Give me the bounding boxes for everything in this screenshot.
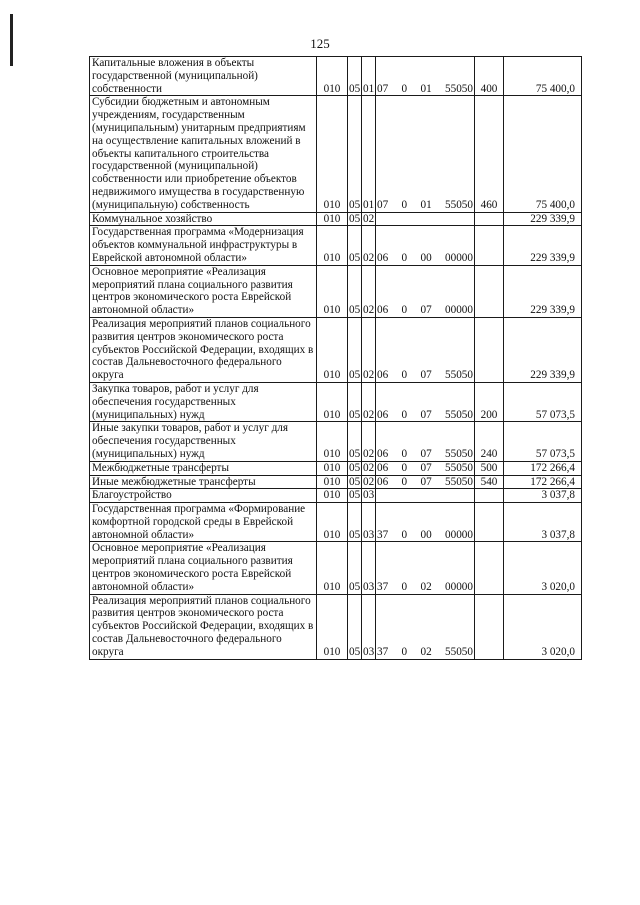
row-name-cell: Иные межбюджетные трансферты xyxy=(90,475,317,489)
table-row xyxy=(90,382,582,421)
subsection-code-cell: 02 xyxy=(362,317,376,382)
target-code-part: 06 xyxy=(377,461,389,474)
target-code-part: 55050 xyxy=(445,475,473,488)
table-row xyxy=(90,594,582,659)
amount-cell: 229 339,9 xyxy=(504,226,582,265)
target-code-part: 01 xyxy=(420,198,432,211)
target-code-part: 0 xyxy=(401,369,408,382)
target-code-part: 00000 xyxy=(445,304,473,317)
target-code-part: 06 xyxy=(377,408,389,421)
expense-type-cell: 500 xyxy=(475,461,504,475)
row-name-cell: Иные закупки товаров, работ и услуг для обеспечения государственных (муниципальных) нужд xyxy=(90,422,317,461)
subsection-code-cell: 01 xyxy=(362,57,376,96)
target-code-part: 07 xyxy=(420,447,432,460)
row-name-cell: Субсидии бюджетным и автономным учреждениям, государственным (муниципальным) унитарным предприятиям на осуществление капитальных вложений в объекты капитального строительства государственной (муниципальной) собственности или приобретение объектов недвижимого имущества в государственную (муниципальную) собственность xyxy=(90,96,317,212)
amount-cell: 172 266,4 xyxy=(504,475,582,489)
budget-table xyxy=(89,56,582,660)
target-code-part: 06 xyxy=(377,475,389,488)
expense-type-cell xyxy=(475,212,504,226)
section-code-cell: 05 xyxy=(348,382,362,421)
expense-type-cell xyxy=(475,317,504,382)
expense-type-cell xyxy=(475,542,504,594)
target-code-part: 0 xyxy=(401,461,408,474)
section-code-cell: 05 xyxy=(349,489,361,502)
amount-cell: 75 400,0 xyxy=(504,96,582,212)
section-code-cell: 05 xyxy=(348,422,362,461)
section-code-cell: 05 xyxy=(348,265,362,317)
target-code-part: 0 xyxy=(401,82,408,95)
target-program-cell xyxy=(376,226,475,265)
target-program-cell xyxy=(376,96,475,212)
target-code-part: 00 xyxy=(420,528,432,541)
amount-cell: 172 266,4 xyxy=(504,461,582,475)
ministry-code-cell: 010 xyxy=(317,461,348,475)
row-name-cell: Реализация мероприятий планов социального развития центров экономического роста субъектов Российской Федерации, входящих в состав Дальневосточного федерального округа xyxy=(90,317,317,382)
section-code-cell: 05 xyxy=(348,57,362,96)
target-code-part: 00000 xyxy=(445,528,473,541)
subsection-code-cell: 02 xyxy=(363,475,375,488)
target-code-part: 0 xyxy=(401,408,408,421)
subsection-code-cell: 01 xyxy=(362,96,376,212)
subsection-code-cell: 02 xyxy=(362,265,376,317)
target-code-part: 0 xyxy=(401,251,408,264)
section-code-cell: 05 xyxy=(348,594,362,659)
target-program-cell xyxy=(376,317,475,382)
expense-type-cell xyxy=(475,226,504,265)
target-code-part: 06 xyxy=(377,369,389,382)
target-code-part: 00 xyxy=(420,251,432,264)
target-code-part: 55050 xyxy=(445,461,473,474)
section-code-cell: 05 xyxy=(349,475,361,488)
subsection-code-cell: 02 xyxy=(362,382,376,421)
table-row xyxy=(90,422,582,461)
subsection-code-cell: 02 xyxy=(362,422,376,461)
section-code-cell: 05 xyxy=(349,212,361,225)
target-code-part: 0 xyxy=(401,447,408,460)
ministry-code-cell: 010 xyxy=(317,475,348,489)
ministry-code-cell: 010 xyxy=(317,57,348,96)
table-row xyxy=(90,461,582,475)
amount-cell: 3 020,0 xyxy=(504,542,582,594)
section-code-cell: 05 xyxy=(348,96,362,212)
target-code-part: 37 xyxy=(377,580,389,593)
target-code-part: 07 xyxy=(420,369,432,382)
ministry-code-cell: 010 xyxy=(317,422,348,461)
subsection-code-cell: 03 xyxy=(362,594,376,659)
ministry-code-cell: 010 xyxy=(317,226,348,265)
amount-cell: 57 073,5 xyxy=(504,422,582,461)
amount-cell: 57 073,5 xyxy=(504,382,582,421)
target-code-part: 0 xyxy=(401,304,408,317)
target-program-cell xyxy=(376,594,475,659)
target-code-part: 07 xyxy=(420,461,432,474)
subsection-code-cell: 02 xyxy=(363,461,375,474)
target-code-part: 0 xyxy=(401,198,408,211)
target-code-part: 37 xyxy=(377,645,389,658)
table-row xyxy=(90,475,582,489)
amount-cell: 75 400,0 xyxy=(504,57,582,96)
target-program-cell xyxy=(376,212,475,226)
target-code-part: 55050 xyxy=(445,82,473,95)
target-code-part: 55050 xyxy=(445,447,473,460)
row-name-cell: Закупка товаров, работ и услуг для обеспечения государственных (муниципальных) нужд xyxy=(90,382,317,421)
section-code-cell: 05 xyxy=(348,226,362,265)
amount-cell: 229 339,9 xyxy=(504,265,582,317)
target-program-cell xyxy=(376,489,475,503)
target-program-cell xyxy=(376,461,475,475)
expense-type-cell xyxy=(475,503,504,542)
table-row xyxy=(90,212,582,226)
target-code-part: 55050 xyxy=(445,369,473,382)
ministry-code-cell: 010 xyxy=(317,96,348,212)
section-code-cell: 05 xyxy=(348,503,362,542)
subsection-code-cell: 03 xyxy=(362,542,376,594)
table-row xyxy=(90,96,582,212)
table-row xyxy=(90,265,582,317)
target-code-part: 00000 xyxy=(445,251,473,264)
table-row xyxy=(90,542,582,594)
expense-type-cell: 540 xyxy=(475,475,504,489)
target-program-cell xyxy=(376,57,475,96)
target-code-part: 06 xyxy=(377,447,389,460)
target-code-part: 07 xyxy=(377,82,389,95)
amount-cell: 3 037,8 xyxy=(504,489,582,503)
row-name-cell: Основное мероприятие «Реализация мероприятий плана социального развития центров экономического роста Еврейской автономной области» xyxy=(90,265,317,317)
target-code-part: 07 xyxy=(420,304,432,317)
target-code-part: 0 xyxy=(401,580,408,593)
target-program-cell xyxy=(376,503,475,542)
target-code-part: 55050 xyxy=(445,408,473,421)
subsection-code-cell: 02 xyxy=(363,212,375,225)
ministry-code-cell: 010 xyxy=(317,542,348,594)
amount-cell: 229 339,9 xyxy=(504,317,582,382)
target-code-part: 37 xyxy=(377,528,389,541)
expense-type-cell: 400 xyxy=(475,57,504,96)
target-code-part: 07 xyxy=(420,408,432,421)
ministry-code-cell: 010 xyxy=(317,212,348,226)
amount-cell: 229 339,9 xyxy=(504,212,582,226)
target-program-cell xyxy=(376,542,475,594)
amount-cell: 3 020,0 xyxy=(504,594,582,659)
section-code-cell: 05 xyxy=(348,317,362,382)
target-code-part: 0 xyxy=(401,645,408,658)
target-program-cell xyxy=(376,422,475,461)
target-code-part: 06 xyxy=(377,304,389,317)
subsection-code-cell: 03 xyxy=(362,503,376,542)
ministry-code-cell: 010 xyxy=(317,317,348,382)
amount-cell: 3 037,8 xyxy=(504,503,582,542)
row-name-cell: Коммунальное хозяйство xyxy=(90,212,317,226)
page-number: 125 xyxy=(310,36,330,51)
target-program-cell xyxy=(376,265,475,317)
target-code-part: 07 xyxy=(420,475,432,488)
table-row xyxy=(90,226,582,265)
subsection-code-cell: 02 xyxy=(362,226,376,265)
ministry-code-cell: 010 xyxy=(317,489,348,503)
row-name-cell: Государственная программа «Модернизация объектов коммунальной инфраструктуры в Еврейской автономной области» xyxy=(90,226,317,265)
expense-type-cell xyxy=(475,594,504,659)
table-row xyxy=(90,57,582,96)
target-code-part: 55050 xyxy=(445,645,473,658)
expense-type-cell xyxy=(475,489,504,503)
table-body xyxy=(90,57,582,660)
ministry-code-cell: 010 xyxy=(317,594,348,659)
target-code-part: 01 xyxy=(420,82,432,95)
target-code-part: 02 xyxy=(420,580,432,593)
row-name-cell: Капитальные вложения в объекты государственной (муниципальной) собственности xyxy=(90,57,317,96)
row-name-cell: Реализация мероприятий планов социального развития центров экономического роста субъектов Российской Федерации, входящих в состав Дальневосточного федерального округа xyxy=(90,594,317,659)
ministry-code-cell: 010 xyxy=(317,503,348,542)
section-code-cell: 05 xyxy=(349,461,361,474)
target-code-part: 0 xyxy=(401,475,408,488)
table-row xyxy=(90,489,582,503)
section-code-cell: 05 xyxy=(348,542,362,594)
row-name-cell: Благоустройство xyxy=(90,489,317,503)
expense-type-cell: 460 xyxy=(475,96,504,212)
target-code-part: 00000 xyxy=(445,580,473,593)
target-program-cell xyxy=(376,475,475,489)
expense-type-cell: 200 xyxy=(475,382,504,421)
target-code-part: 55050 xyxy=(445,198,473,211)
target-code-part: 06 xyxy=(377,251,389,264)
expense-type-cell xyxy=(475,265,504,317)
ministry-code-cell: 010 xyxy=(317,382,348,421)
target-code-part: 07 xyxy=(377,198,389,211)
target-code-part: 0 xyxy=(401,528,408,541)
expense-type-cell: 240 xyxy=(475,422,504,461)
row-name-cell: Основное мероприятие «Реализация мероприятий плана социального развития центров экономического роста Еврейской автономной области» xyxy=(90,542,317,594)
target-program-cell xyxy=(376,382,475,421)
table-row xyxy=(90,503,582,542)
target-code-part: 02 xyxy=(420,645,432,658)
row-name-cell: Межбюджетные трансферты xyxy=(90,461,317,475)
ministry-code-cell: 010 xyxy=(317,265,348,317)
row-name-cell: Государственная программа «Формирование комфортной городской среды в Еврейской автономной области» xyxy=(90,503,317,542)
table-row xyxy=(90,317,582,382)
subsection-code-cell: 03 xyxy=(363,489,375,502)
